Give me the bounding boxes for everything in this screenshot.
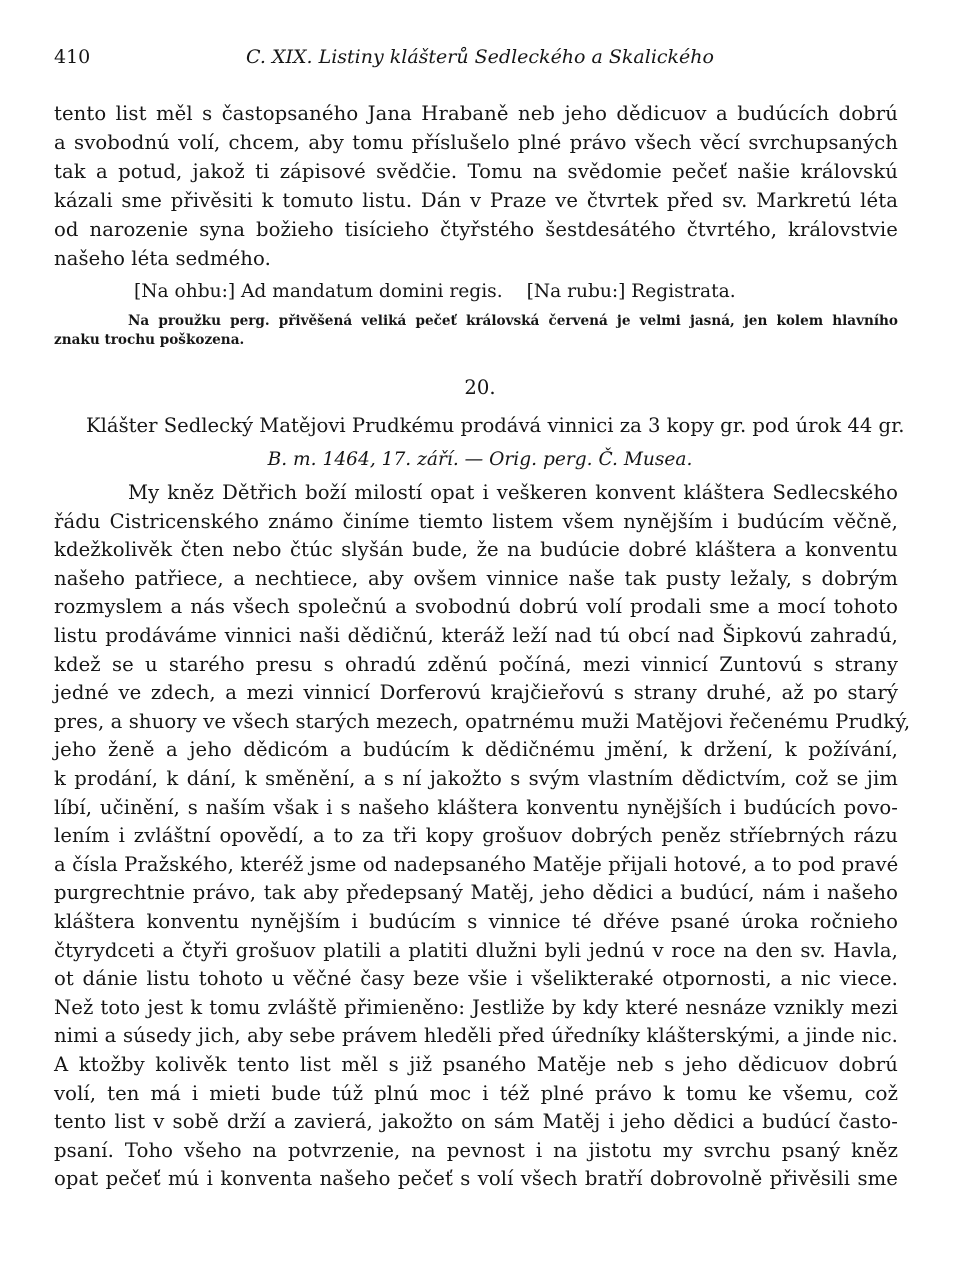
- running-title: C. XIX. Listiny klášterů Sedleckého a Skalického: [246, 46, 714, 68]
- page-header: [54, 46, 906, 76]
- text-line: ot dánie listu tohoto u věčné časy beze všie i všelikteraké otpornosti, a nic viece.: [54, 967, 898, 991]
- text-line: pres, a shuory ve všech starých mezech, opatrnému muži Matějovi řečenému Prudký,: [54, 709, 911, 733]
- text-line: od narozenie syna božieho tisícieho čtyřstého šestdesátého čtvrtého, královstvie: [54, 218, 898, 241]
- text-line: tento list měl s častopsaného Jana Hrabaně neb jeho dědicuov a budúcích dobrú: [54, 102, 898, 125]
- text-line: kláštera konventu nynějším i budúcím s vinnice té dřéve psané úroka ročnieho: [54, 910, 898, 933]
- text-line: volí, ten má i mieti bude túž plnú moc i též plné právo k tomu ke všemu, což: [54, 1081, 898, 1105]
- text-line: My kněz Dětřich boží milostí opat i veškeren konvent kláštera Sedlecského: [128, 481, 898, 504]
- endorsement-back: [Na rubu:] Registrata.: [526, 281, 736, 302]
- seal-note: znaku trochu poškozena.: [54, 332, 245, 348]
- document-number: 20.: [464, 376, 496, 399]
- document-title: Klášter Sedlecký Matějovi Prudkému prodává vinnici za 3 kopy gr. pod úrok 44 gr.: [86, 414, 905, 437]
- text-line: tento list v sobě drží a zavierá, jakožto on sám Matěj i jeho dědici a budúcí často-: [54, 1110, 898, 1134]
- text-line: Než toto jest k tomu zvláště přimieněno: Jestliže by kdy které nesnáze vznikly mezi: [54, 995, 898, 1019]
- text-line: našeho patřiece, a nechtiece, aby ovšem vinnice naše tak pusty ležaly, s dobrým: [54, 566, 898, 590]
- text-line: nimi a súsedy jich, aby sebe právem hleděli před úředníky klášterskými, a jinde nic.: [54, 1024, 898, 1048]
- endorsement-fold: [Na ohbu:] Ad mandatum domini regis.: [134, 281, 503, 302]
- text-line: listu prodáváme vinnici naši dědičnú, kteráž leží nad tú obcí nad Šipkovú zahradú,: [54, 624, 898, 647]
- seal-note: Na proužku perg. přivěšená veliká pečeť královská červená je velmi jasná, jen kolem hlavního: [128, 313, 898, 329]
- text-line: k prodání, k dání, k směnění, a s ní jakožto s svým vlastním dědictvím, což se jim: [54, 767, 898, 790]
- text-line: opat pečeť mú i konventa našeho pečeť s volí všech bratří dobrovolně přivěsili sme: [54, 1167, 898, 1191]
- text-line: purgrechtnie právo, tak aby předepsaný Matěj, jeho dědici a budúcí, nám i našeho: [54, 881, 898, 905]
- text-line: rozmyslem a nás všech společnú a svobodnú dobrú volí prodali sme a mocí tohoto: [54, 595, 898, 619]
- text-line: a svobodnú volí, chcem, aby tomu příslušelo plné právo všech věcí svrchupsaných: [54, 131, 898, 154]
- text-line: řádu Cistricenského známo činíme tiemto listem všem nynějším i budúcím věčně,: [54, 509, 898, 533]
- text-line: psaní. Toho všeho na potvrzenie, na pevnost i na jistotu my svrchu psaný kněz: [54, 1138, 898, 1162]
- text-line: kdež se u starého presu s ohradú zděnú počíná, mezi vinnicí Zuntovú s strany: [54, 652, 898, 676]
- text-line: A ktožby kolivěk tento list měl s již psaného Matěje neb s jeho dědicuov dobrú: [54, 1053, 898, 1076]
- page-number: 410: [54, 46, 91, 68]
- text-line: tak a potud, jakož ti zápisové svědčie. Tomu na svědomie pečeť našie královskú: [54, 160, 898, 183]
- document-source: B. m. 1464, 17. září. — Orig. perg. Č. Musea.: [267, 449, 693, 470]
- text-line: kdežkolivěk čten nebo čtúc slyšán bude, že na budúcie dobré kláštera a konventu: [54, 538, 898, 562]
- text-line: kázali sme přivěsiti k tomuto listu. Dán v Praze ve čtvrtek před sv. Markretú léta: [54, 189, 898, 212]
- text-line: čtyrydceti a čtyři grošuov platili a platiti dlužni byli jednú v roce na den sv. Havla,: [54, 938, 898, 962]
- text-line: lením i zvláštní opovědí, a to za tři kopy grošuov dobrých peněz stříebrných rázu: [54, 824, 898, 848]
- text-line: a čísla Pražského, kteréž jsme od nadepsaného Matěje přijali hotové, a to pod pravé: [54, 852, 899, 876]
- text-line: jeho ženě a jeho dědicóm a budúcím k dědičnému jmění, k držení, k požívání,: [54, 738, 898, 762]
- text-line: našeho léta sedmého.: [54, 247, 271, 270]
- endorsements: [134, 280, 834, 304]
- text-line: líbí, učinění, s naším však i s našeho kláštera konventu nynějších i budúcích povo-: [54, 795, 898, 819]
- text-line: jedné ve zdech, a mezi vinnicí Dorferovú krajčieřovú s strany druhé, až po starý: [54, 681, 898, 705]
